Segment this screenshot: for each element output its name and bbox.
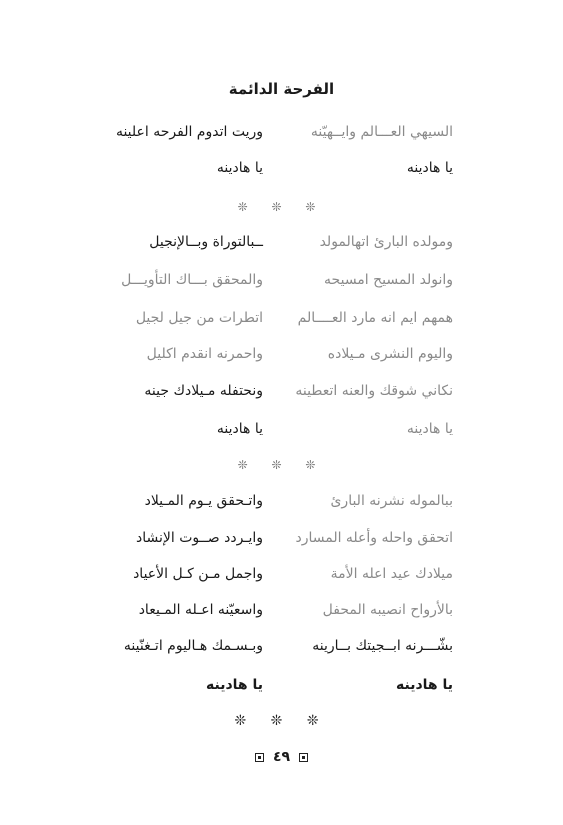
stanza-separator: ❊ ❊ ❊ — [237, 458, 326, 472]
page-number-footer — [0, 749, 563, 765]
refrain-left: يا هادينه — [216, 421, 263, 437]
verse-line — [0, 346, 563, 368]
verse-right-hemistich: همهم ايم انه مارد العــــالم — [297, 310, 453, 326]
refrain-line — [0, 421, 563, 443]
ornament-square-icon — [299, 753, 308, 762]
refrain-line — [0, 160, 563, 182]
verse-line — [0, 272, 563, 294]
refrain-left: يا هادينه — [216, 160, 263, 176]
verse-line — [0, 310, 563, 332]
refrain-left: يا هادينه — [206, 677, 263, 693]
verse-left-hemistich: وريت اتدوم الفرحه اعلينه — [115, 124, 263, 140]
refrain-line — [0, 677, 563, 699]
verse-left-hemistich: واسعيّنه اعـله المـيعاد — [138, 602, 263, 618]
verse-line — [0, 493, 563, 515]
ornament-square-icon — [255, 753, 264, 762]
verse-right-hemistich: بشّـــرنه ابــجيتك بــارينه — [312, 638, 453, 654]
verse-left-hemistich: وبـسـمك هـاليوم اتـغنّينه — [123, 638, 263, 654]
verse-line — [0, 383, 563, 405]
verse-line — [0, 234, 563, 256]
verse-right-hemistich: واليوم النشرى مـيلاده — [327, 346, 453, 362]
verse-right-hemistich: ومولده البارئ اتهالمولد — [319, 234, 453, 250]
verse-line — [0, 530, 563, 552]
verse-line — [0, 638, 563, 660]
verse-right-hemistich: اتحقق واحله وأعله المسارد — [295, 530, 453, 546]
verse-line — [0, 566, 563, 588]
verse-right-hemistich: ببالموله نشرنه البارئ — [330, 493, 453, 509]
verse-line — [0, 124, 563, 146]
verse-left-hemistich: ــبالتوراة وبــالإنجيل — [149, 234, 263, 250]
verse-line — [0, 602, 563, 624]
stanza-separator: ❊ ❊ ❊ — [237, 200, 326, 214]
verse-left-hemistich: واجمل مـن كـل الأعياد — [133, 566, 263, 582]
refrain-right: يا هادينه — [396, 677, 453, 693]
verse-left-hemistich: اتطرات من جيل لجيل — [135, 310, 263, 326]
verse-right-hemistich: وانولد المسيح امسيحه — [324, 272, 453, 288]
refrain-right: يا هادينه — [406, 421, 453, 437]
page-number: ٤٩ — [272, 749, 291, 765]
refrain-right: يا هادينه — [406, 160, 453, 176]
verse-right-hemistich: السيهي العـــالم وايــهيّنه — [310, 124, 453, 140]
verse-left-hemistich: وايـردد صــوت الإنشاد — [135, 530, 263, 546]
poem-title: الفرحة الدائمة — [228, 80, 335, 98]
verse-right-hemistich: ميلادك عيد اعله الأمة — [330, 566, 453, 582]
verse-left-hemistich: واتـحقق يـوم المـيلاد — [144, 493, 263, 509]
verse-right-hemistich: نكاني شوقك والعنه اتعطينه — [295, 383, 453, 399]
verse-left-hemistich: واحمرنه انقدم اكليل — [146, 346, 263, 362]
verse-left-hemistich: ونحتفله مـيلادك جينه — [144, 383, 263, 399]
verse-right-hemistich: بالأرواح انصيبه المحفل — [322, 602, 453, 618]
stanza-separator: ❊ ❊ ❊ — [234, 713, 329, 729]
verse-left-hemistich: والمحقق بـــاك التأويـــل — [121, 272, 263, 288]
